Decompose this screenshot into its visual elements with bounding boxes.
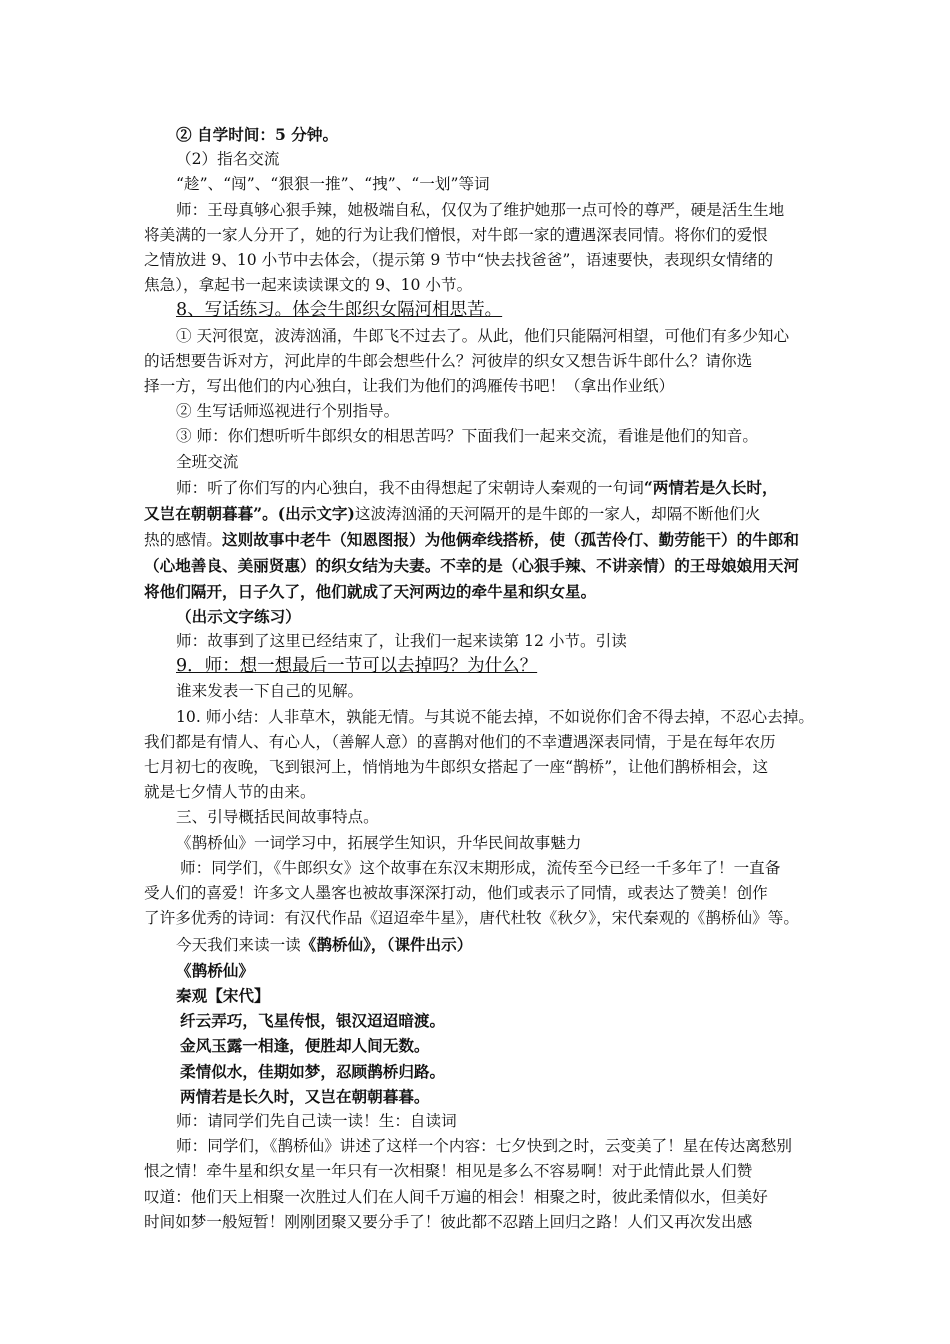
- paragraph-line: 我们都是有情人、有心人，（善解人意）的喜鹊对他们的不幸遭遇深表同情，于是在每年农历: [144, 732, 776, 751]
- paragraph-line: [144, 527, 824, 553]
- paragraph-line: 师：同学们，《牛郎织女》这个故事在东汉末期形成，流传至今已经一千多年了！一直备: [180, 858, 781, 877]
- document-body: [144, 122, 824, 1235]
- paragraph-line: 全班交流: [176, 452, 239, 471]
- paragraph-line: 将他们隔开，日子久了，他们就成了天河两边的牵牛星和织女星。: [144, 581, 597, 601]
- text-run: 热的感情。: [144, 531, 222, 550]
- paragraph-line: 时间如梦一般短暂！刚刚团聚又要分手了！彼此都不忍踏上回归之路！人们又再次发出感: [144, 1212, 753, 1231]
- paragraph-line: 《鹊桥仙》一词学习中，拓展学生知识，升华民间故事魅力: [176, 833, 582, 852]
- poem-line: 两情若是长久时，又岂在朝朝暮暮。: [180, 1086, 430, 1106]
- paragraph-line: [144, 501, 824, 527]
- paragraph-line: 三、引导概括民间故事特点。: [176, 808, 379, 827]
- paragraph-line: 了许多优秀的诗词：有汉代作品《迢迢牵牛星》，唐代杜牧《秋夕》，宋代秦观的《鹊桥仙》等。: [144, 909, 799, 928]
- bold-text-run: 这则故事中老牛（知恩图报）为他俩牵线搭桥，使（孤苦伶仃、勤劳能干）的牛郎和: [221, 530, 799, 550]
- paragraph-line: 七月初七的夜晚，飞到银河上，悄悄地为牛郎织女搭起了一座“鹊桥”，让他们鹊桥相会，这: [144, 758, 769, 777]
- text-run: 今天我们来读一读: [176, 935, 301, 954]
- paragraph-line: 师：故事到了这里已经结束了，让我们一起来读第 12 小节。引读: [176, 632, 627, 651]
- paragraph-line: [144, 932, 824, 958]
- poem-line: 柔情似水，佳期如梦，忍顾鹊桥归路。: [180, 1061, 446, 1081]
- paragraph-line: （心地善良、美丽贤惠）的织女结为夫妻。不幸的是（心狠手辣、不讲亲情）的王母娘娘用天河: [144, 556, 799, 576]
- paragraph-line: ③ 师：你们想听听牛郎织女的相思苦吗？下面我们一起来交流，看谁是他们的知音。: [176, 427, 758, 446]
- paragraph-line: 之情放进 9、10 小节中去体会，（提示第 9 节中“快去找爸爸”，语速要快，表现织女情绪的: [144, 251, 774, 270]
- bold-text-run: “两情若是久长时，: [643, 477, 778, 497]
- bold-text-run: 《鹊桥仙》，（课件出示）: [300, 934, 473, 954]
- paragraph-line: 的话想要告诉对方，河此岸的牛郎会想些什么？河彼岸的织女又想告诉牛郎什么？请你选: [144, 351, 753, 370]
- paragraph-line: 焦急），拿起书一起来读读课文的 9、10 小节。: [144, 276, 473, 295]
- paragraph-line: ② 自学时间：5 分钟。: [176, 125, 339, 144]
- section-heading: 9．师：想一想最后一节可以去掉吗？为什么？: [176, 656, 538, 677]
- paragraph-line: “趁”、“闯”、“狠狠一推”、“拽”、“一划”等词: [176, 175, 490, 194]
- paragraph-line: （2）指名交流: [176, 150, 280, 169]
- section-heading: 8、写话练习。体会牛郎织女隔河相思苦。: [176, 300, 503, 321]
- paragraph-line: 师：请同学们先自己读一读！生：自读词: [176, 1111, 457, 1130]
- paragraph-line: 师：同学们，《鹊桥仙》讲述了这样一个内容：七夕快到之时，云变美了！星在传达离愁别: [176, 1137, 792, 1156]
- poem-line: 金风玉露一相逢，便胜却人间无数。: [180, 1036, 430, 1056]
- paragraph-line: 叹道：他们天上相聚一次胜过人们在人间千万遍的相会！相聚之时，彼此柔情似水，但美好: [144, 1187, 768, 1206]
- poem-line: 纤云弄巧，飞星传恨，银汉迢迢暗渡。: [180, 1011, 446, 1031]
- paragraph-line: 谁来发表一下自己的见解。: [176, 682, 364, 701]
- paragraph-line: 受人们的喜爱！许多文人墨客也被故事深深打动，他们或表示了同情，或表达了赞美！创作: [144, 884, 768, 903]
- paragraph-line: （出示文字练习）: [176, 606, 301, 626]
- poem-author: 秦观【宋代】: [176, 985, 270, 1005]
- paragraph-line: ① 天河很宽，波涛汹涌，牛郎飞不过去了。从此，他们只能隔河相望，可他们有多少知心: [176, 326, 790, 345]
- paragraph-line: 就是七夕情人节的由来。: [144, 783, 316, 802]
- paragraph-line: 10. 师小结：人非草木，孰能无情。与其说不能去掉，不如说你们舍不得去掉，不忍心去掉。: [176, 707, 814, 726]
- bold-text-run: 又岂在朝朝暮暮”。(出示文字): [144, 504, 355, 524]
- text-run: 这波涛汹涌的天河隔开的是牛郎的一家人，却隔不断他们火: [354, 505, 761, 524]
- paragraph-line: 恨之情！牵牛星和织女星一年只有一次相聚！相见是多么不容易啊！对于此情此景人们赞: [144, 1162, 753, 1181]
- text-run: 师：听了你们写的内心独白，我不由得想起了宋朝诗人秦观的一句词: [176, 478, 644, 497]
- paragraph-line: 择一方，写出他们的内心独白，让我们为他们的鸿雁传书吧！（拿出作业纸）: [144, 377, 675, 396]
- paragraph-line: ② 生写话师巡视进行个别指导。: [176, 402, 400, 421]
- poem-title: 《鹊桥仙》: [176, 960, 254, 980]
- paragraph-line: 师：王母真够心狠手辣，她极端自私，仅仅为了维护她那一点可怜的尊严，硬是活生生地: [176, 200, 785, 219]
- paragraph-line: 将美满的一家人分开了，她的行为让我们憎恨，对牛郎一家的遭遇深表同情。将你们的爱恨: [144, 225, 768, 244]
- paragraph-line: [144, 475, 824, 501]
